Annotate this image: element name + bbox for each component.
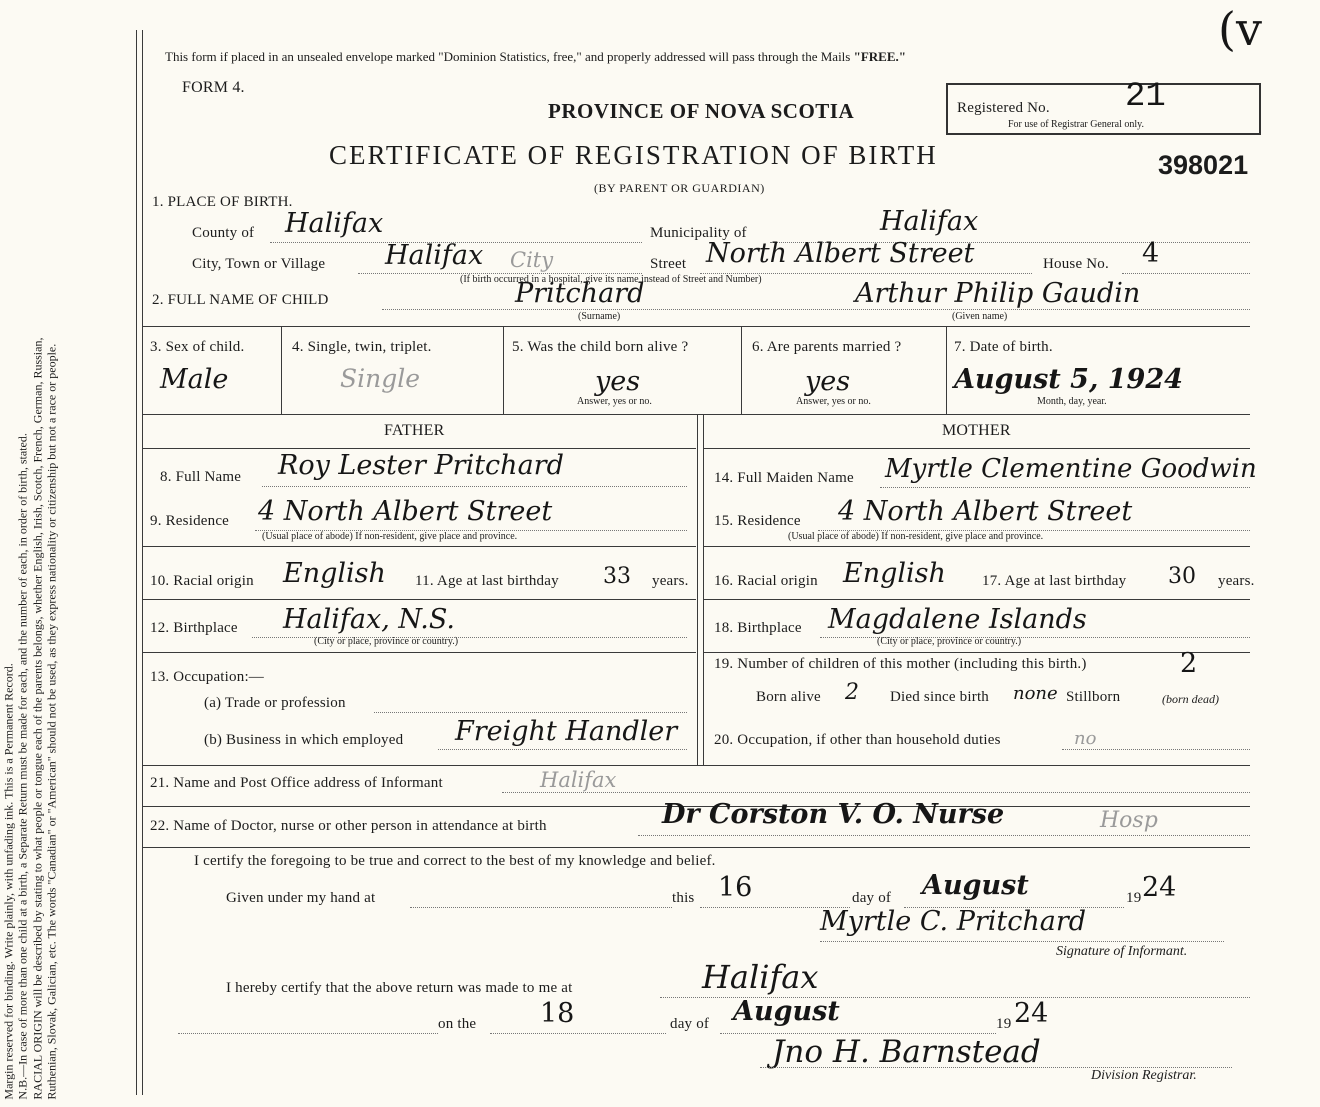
mother-name-value: Myrtle Clementine Goodwin [885, 454, 1257, 484]
stamp-number: 398021 [1158, 150, 1249, 180]
father-age-unit: years. [652, 573, 689, 589]
informant-value: Halifax [540, 768, 617, 792]
children-value: 2 [1180, 648, 1198, 679]
sex-value: Male [160, 364, 229, 395]
plurality-value: Single [340, 364, 421, 393]
city-label: City, Town or Village [192, 256, 326, 272]
registrar-year-prefix: 19 [996, 1016, 1012, 1032]
business-value: Freight Handler [455, 716, 678, 747]
county-label: County of [192, 225, 255, 241]
sex-label: 3. Sex of child. [150, 339, 245, 355]
married-label: 6. Are parents married ? [752, 339, 902, 355]
mother-age-label: 17. Age at last birthday [982, 573, 1127, 589]
date-value: August 5, 1924 [954, 364, 1183, 395]
died-label: Died since birth [890, 689, 990, 705]
father-residence-caption: (Usual place of abode) If non-resident, give place and province. [262, 531, 518, 542]
doctor-pencil-note: Hosp [1100, 808, 1158, 833]
informant-year-prefix: 19 [1126, 890, 1142, 906]
mail-notice [165, 49, 906, 65]
informant-day-of-label: day of [852, 890, 892, 906]
father-name-label: 8. Full Name [160, 469, 242, 485]
mother-residence-caption: (Usual place of abode) If non-resident, give place and province. [788, 531, 1044, 542]
certificate-title: CERTIFICATE OF REGISTRATION OF BIRTH [329, 140, 938, 170]
doctor-value: Dr Corston V. O. Nurse [662, 799, 1005, 830]
city-pencil-note: City [510, 248, 554, 272]
father-name-value: Roy Lester Pritchard [278, 450, 564, 481]
informant-year: 24 [1142, 872, 1177, 903]
street-value: North Albert Street [706, 238, 975, 269]
mother-birthplace-label: 18. Birthplace [714, 620, 802, 636]
place-section-label: 1. PLACE OF BIRTH. [152, 194, 293, 210]
corner-check-mark: (v [1218, 2, 1262, 56]
margin-line-3: RACIAL ORIGIN will be described by stating to what people or tongue each of the parents belongs, whether English, Irish, Scotch, French, German, Russian, [30, 337, 44, 1100]
certify-statement: I certify the foregoing to be true and correct to the best of my knowledge and belief. [194, 853, 716, 869]
city-value: Halifax [385, 240, 484, 271]
this-label: this [672, 890, 695, 906]
registrar-signature: Jno H. Barnstead [772, 1034, 1041, 1070]
municipality-label: Municipality of [650, 225, 747, 241]
occupation-label: 13. Occupation:— [150, 669, 265, 685]
mother-occupation-label: 20. Occupation, if other than household duties [714, 732, 1001, 748]
father-birthplace-caption: (City or place, province or country.) [314, 636, 459, 647]
business-label: (b) Business in which employed [204, 732, 404, 748]
mother-age-value: 30 [1168, 564, 1196, 589]
father-birthplace-label: 12. Birthplace [150, 620, 238, 636]
mother-birthplace-value: Magdalene Islands [828, 604, 1087, 635]
mother-residence-value: 4 North Albert Street [838, 496, 1133, 527]
child-surname: Pritchard [515, 278, 645, 309]
mother-name-label: 14. Full Maiden Name [714, 470, 854, 486]
registrar-on-the-label: on the [438, 1016, 477, 1032]
father-birthplace-value: Halifax, N.S. [283, 604, 455, 635]
stillborn-caption: (born dead) [1162, 692, 1219, 706]
father-residence-value: 4 North Albert Street [258, 496, 553, 527]
margin-line-2: N.B.—In case of more than one child at a birth, a Separate Return must be made for each, and the number of each, in order of birth, stated. [15, 433, 30, 1100]
informant-signature: Myrtle C. Pritchard [820, 906, 1087, 937]
born-alive-value: 2 [845, 680, 859, 705]
informant-day: 16 [718, 872, 753, 903]
certificate-subtitle: (BY PARENT OR GUARDIAN) [594, 181, 765, 195]
street-label: Street [650, 256, 687, 272]
registrar-note: For use of Registrar General only. [1008, 119, 1144, 130]
given-under-label: Given under my hand at [226, 890, 376, 906]
binding-rule [136, 30, 137, 1095]
registrar-day: 18 [540, 998, 575, 1029]
registered-number: 21 [1125, 78, 1166, 116]
mother-occupation-value: no [1074, 728, 1097, 749]
form-number: FORM 4. [182, 79, 245, 96]
registrar-month: August [733, 996, 840, 1027]
father-heading: FATHER [384, 422, 445, 439]
registrar-day-of-label: day of [670, 1016, 710, 1032]
married-caption: Answer, yes or no. [796, 396, 871, 407]
father-racial-label: 10. Racial origin [150, 573, 254, 589]
mother-racial-label: 16. Racial origin [714, 573, 818, 589]
mother-age-unit: years. [1218, 573, 1255, 589]
date-caption: Month, day, year. [1037, 396, 1107, 407]
registrar-statement: I hereby certify that the above return was made to me at [226, 980, 573, 996]
registrar-year: 24 [1014, 998, 1049, 1029]
house-value: 4 [1142, 238, 1160, 269]
alive-caption: Answer, yes or no. [577, 396, 652, 407]
surname-caption: (Surname) [578, 311, 621, 322]
province-heading: PROVINCE OF NOVA SCOTIA [548, 99, 855, 123]
county-value: Halifax [285, 208, 384, 239]
alive-label: 5. Was the child born alive ? [512, 339, 689, 355]
given-caption: (Given name) [952, 311, 1008, 322]
father-age-label: 11. Age at last birthday [415, 573, 559, 589]
trade-label: (a) Trade or profession [204, 695, 346, 711]
mail-notice-text: This form if placed in an unsealed envelope marked "Dominion Statistics, free," and properly addressed will pass through the Mails [165, 49, 851, 64]
informant-signature-caption: Signature of Informant. [1056, 944, 1188, 959]
mother-racial-value: English [843, 558, 946, 589]
mother-heading: MOTHER [942, 422, 1011, 439]
margin-line-4: Ruthenian, Slovak, Galician, etc. The words "Canadian" or "American" should not be used, as they express nationality or citizenship but not a race or people. [44, 343, 59, 1100]
plurality-label: 4. Single, twin, triplet. [292, 339, 432, 355]
alive-value: yes [595, 366, 641, 397]
child-given-name: Arthur Philip Gaudin [855, 278, 1141, 309]
informant-label: 21. Name and Post Office address of Informant [150, 775, 443, 791]
father-racial-value: English [283, 558, 386, 589]
stillborn-label: Stillborn [1066, 689, 1121, 705]
margin-instructions [1, 30, 58, 1100]
doctor-label: 22. Name of Doctor, nurse or other person in attendance at birth [150, 818, 547, 834]
margin-line-1: Margin reserved for binding. Write plainly, with unfading ink. This is a Permanent Record. [1, 663, 16, 1100]
born-alive-label: Born alive [756, 689, 821, 705]
mail-notice-free: "FREE." [853, 49, 906, 64]
date-label: 7. Date of birth. [954, 339, 1053, 355]
house-label: House No. [1043, 256, 1109, 272]
children-label: 19. Number of children of this mother (including this birth.) [714, 656, 1087, 672]
informant-month: August [922, 870, 1029, 901]
registrar-place: Halifax [702, 958, 819, 996]
father-residence-label: 9. Residence [150, 513, 230, 529]
registrar-caption: Division Registrar. [1091, 1068, 1197, 1083]
mother-birthplace-caption: (City or place, province or country.) [877, 636, 1022, 647]
mother-residence-label: 15. Residence [714, 513, 801, 529]
father-age-value: 33 [603, 564, 631, 589]
died-value: none [1013, 683, 1058, 704]
registered-label: Registered No. [957, 100, 1050, 116]
married-value: yes [805, 366, 851, 397]
municipality-value: Halifax [880, 206, 979, 237]
binding-rule [142, 30, 143, 1095]
child-name-label: 2. FULL NAME OF CHILD [152, 292, 329, 308]
hospital-note: (If birth occurred in a hospital, give its name instead of Street and Number) [460, 274, 762, 285]
